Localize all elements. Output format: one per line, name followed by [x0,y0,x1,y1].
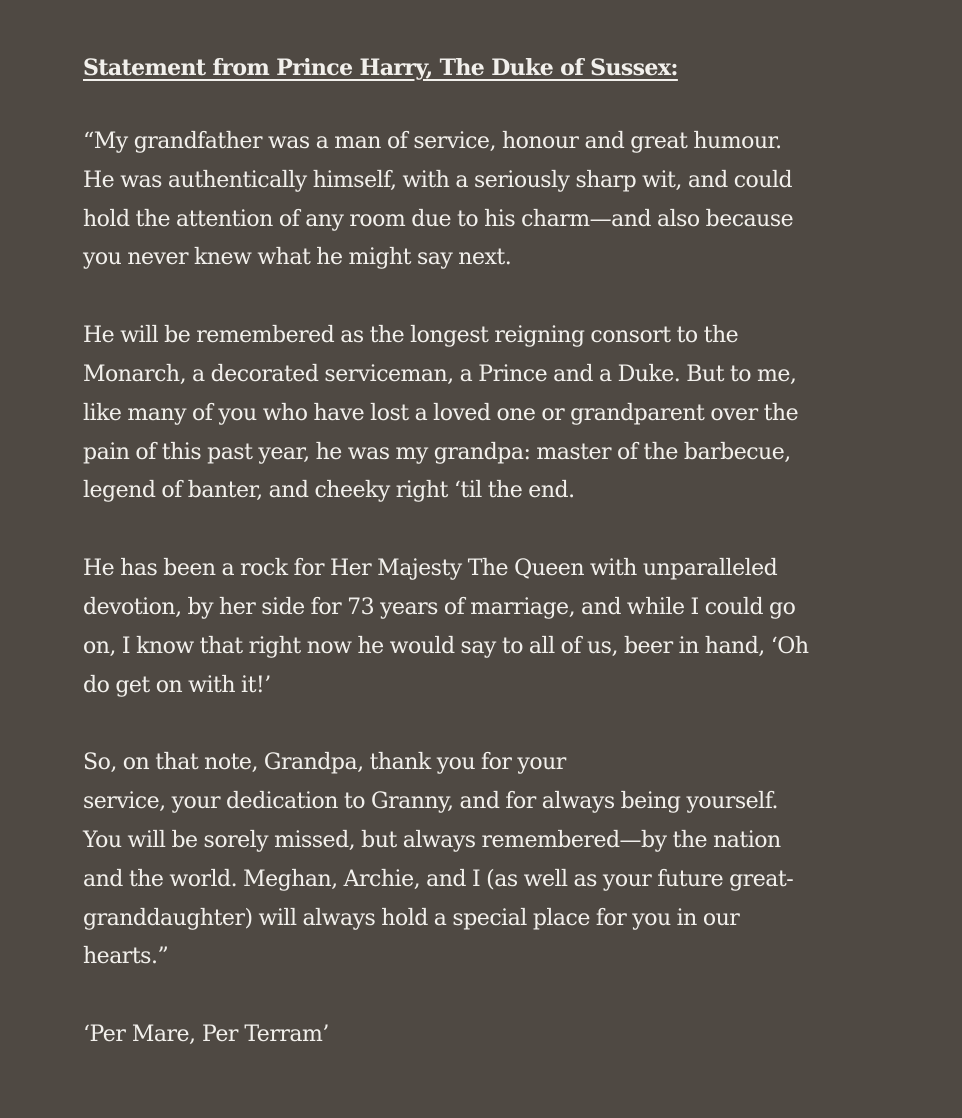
paragraph-line: service, your dedication to Granny, and for always being yourself. [83,789,779,815]
paragraph-line: He will be remembered as the longest reigning consort to the [83,323,739,349]
paragraph-line: devotion, by her side for 73 years of marriage, and while I could go [83,594,796,620]
paragraph-line: granddaughter) will always hold a special place for you in our [83,905,740,931]
paragraph-line: like many of you who have lost a loved one or grandparent over the [83,400,799,426]
paragraph-line: You will be sorely missed, but always remembered—by the nation [83,827,781,853]
paragraph-line: “My grandfather was a man of service, honour and great humour. [83,129,782,154]
paragraph-2 [83,317,892,511]
paragraph-line: pain of this past year, he was my grandpa: master of the barbecue, [83,439,791,465]
paragraph-4 [83,744,892,977]
paragraph-line: on, I know that right now he would say to all of us, beer in hand, ‘Oh [83,633,809,659]
sign-off: ‘Per Mare, Per Terram’ [83,1022,329,1048]
paragraph-line: hold the attention of any room due to his charm—and also because [83,206,794,232]
paragraph-line: legend of banter, and cheeky right ‘til the end. [83,478,575,504]
paragraph-line: He was authentically himself, with a seriously sharp wit, and could [83,167,793,193]
paragraph-3 [83,550,892,705]
paragraph-line: do get on with it!’ [83,672,271,698]
paragraph-line: and the world. Meghan, Archie, and I (as well as your future great- [83,866,794,892]
statement-title: Statement from Prince Harry, The Duke of Sussex: [83,55,678,81]
paragraph-line: hearts.” [83,944,169,970]
paragraph-line: He has been a rock for Her Majesty The Queen with unparalleled [83,556,778,582]
paragraph-1 [83,123,892,278]
paragraph-line: you never knew what he might say next. [83,245,512,271]
paragraph-line: So, on that note, Grandpa, thank you for your [83,750,566,776]
paragraph-line: Monarch, a decorated serviceman, a Prince and a Duke. But to me, [83,361,797,387]
